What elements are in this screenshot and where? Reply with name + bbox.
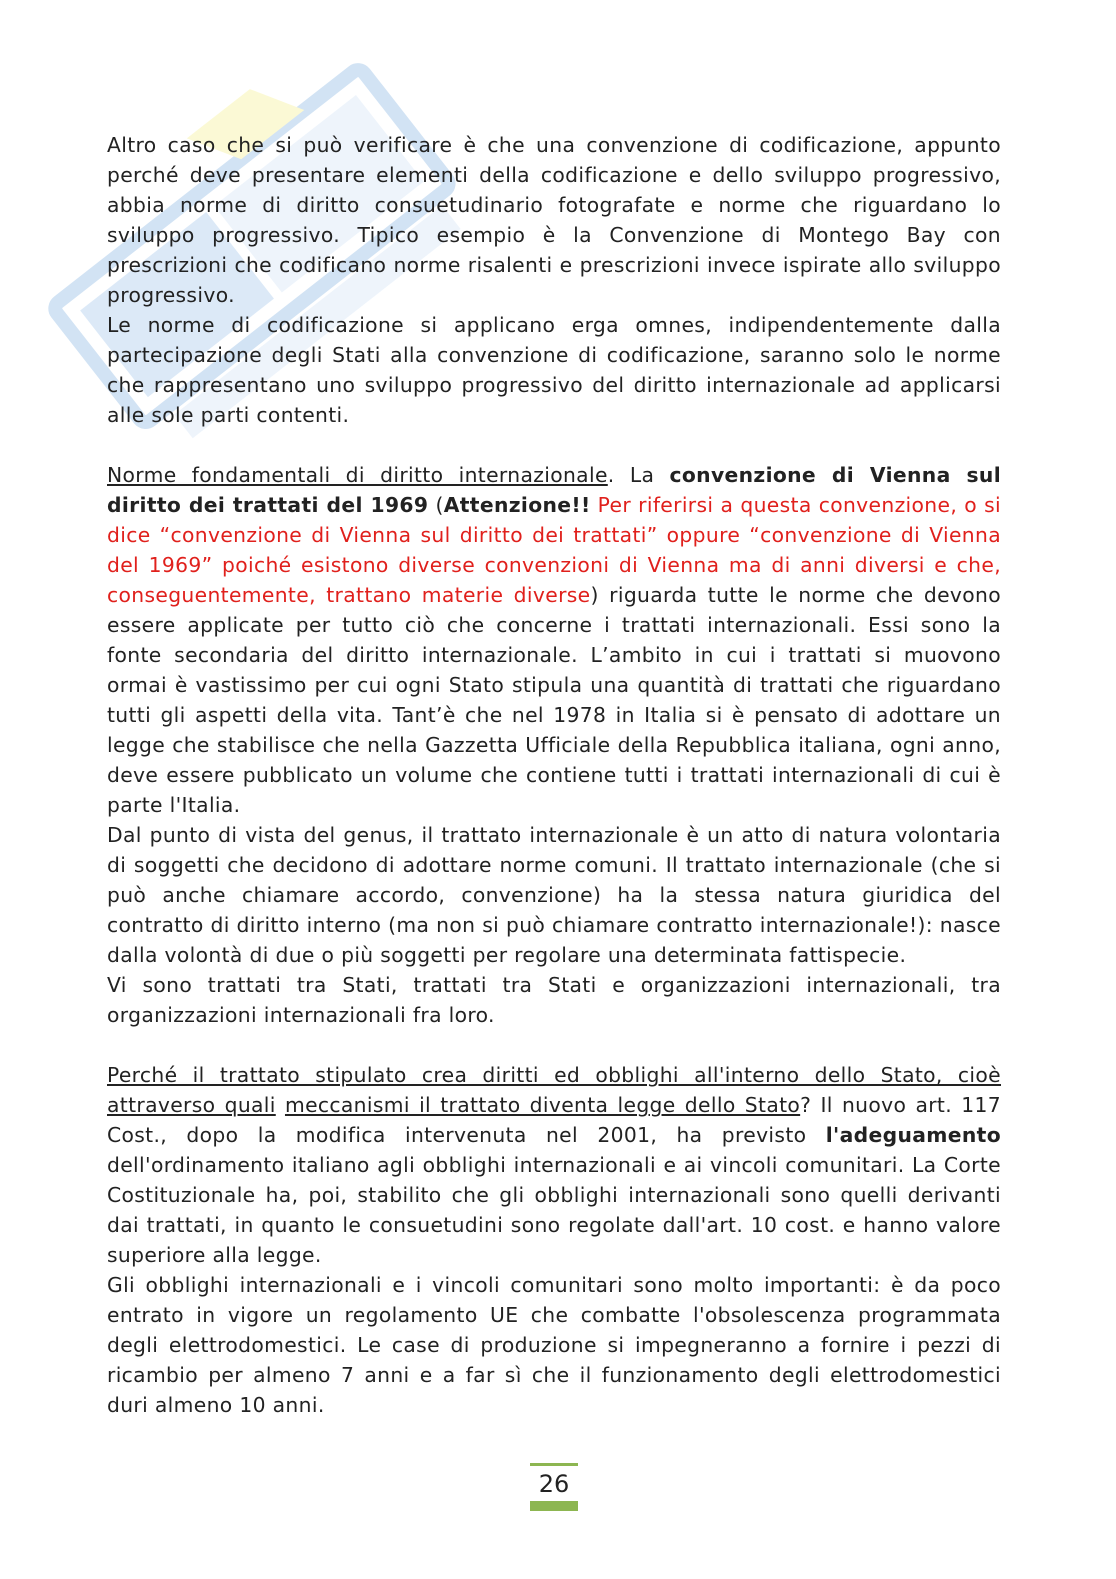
paragraph-treaty-types: Vi sono trattati tra Stati, trattati tra Stati e organizzazioni internazionali, tra organizzazioni internazionali fra loro. bbox=[107, 973, 1001, 1027]
paragraph-erga-omnes: Le norme di codificazione si applicano erga omnes, indipendentemente dalla partecipazione degli Stati alla convenzione di codificazione, saranno solo le norme che rappresentano uno sviluppo progressivo del diritto internazionale ad applicarsi alle sole parti contenti. bbox=[107, 313, 1001, 427]
page-number-bottom-bar bbox=[530, 1501, 578, 1511]
page-number: 26 bbox=[538, 1470, 570, 1498]
question-underline-2: meccanismi il trattato diventa legge dello Stato bbox=[284, 1093, 801, 1117]
spacer bbox=[107, 1030, 1001, 1060]
page-number-block bbox=[530, 1463, 578, 1511]
spacer bbox=[107, 430, 1001, 460]
paragraph-genus: Dal punto di vista del genus, il trattato internazionale è un atto di natura volontaria di soggetti che decidono di adottare norme comuni. Il trattato internazionale (che si può anche chiamare accordo, convenzione) ha la stessa natura giuridica del contratto di diritto interno (ma non si può chiamare contratto internazionale!): nasce dalla volontà di due o più soggetti per regolare una determinata fattispecie. bbox=[107, 823, 1001, 967]
paragraph-vienna-convention: Norme fondamentali di diritto internazionale. La convenzione di Vienna sul diritto dei trattati del 1969 (Attenzione!! Per riferirsi a questa convenzione, o si dice “convenzione di Vienna sul diritto dei trattati” oppure “convenzione di Vienna del 1969” poiché esistono diverse convenzioni di Vienna ma di anni diversi e che, conseguentemente, trattano materie diverse) riguarda tutte le norme che devono essere applicate per tutto ciò che concerne i trattati internazionali. Essi sono la fonte secondaria del diritto internazionale. L’ambito in cui i trattati si muovono ormai è vastissimo per cui ogni Stato stipula una quantità di trattati che riguardano tutti gli aspetti della vita. Tant’è che nel 1978 in Italia si è pensato di adottare un legge che stabilisce che nella Gazzetta Ufficiale della Repubblica italiana, ogni anno, deve essere pubblicato un volume che contiene tutti i trattati internazionali di cui è parte l'Italia. bbox=[107, 463, 1001, 817]
paragraph-obsolescence: Gli obblighi internazionali e i vincoli comunitari sono molto importanti: è da poco entrato in vigore un regolamento UE che combatte l'obsolescenza programmata degli elettrodomestici. Le case di produzione si impegneranno a fornire i pezzi di ricambio per almeno 7 anni e a far sì che il funzionamento degli elettrodomestici duri almeno 10 anni. bbox=[107, 1273, 1001, 1417]
section-heading-norme-fondamentali: Norme fondamentali di diritto internazionale bbox=[107, 463, 608, 487]
attention-label: Attenzione!! bbox=[443, 493, 591, 517]
paragraph-adeguamento: Perché il trattato stipulato crea diritti ed obblighi all'interno dello Stato, cioè attraverso quali meccanismi il trattato diventa legge dello Stato? Il nuovo art. 117 Cost., dopo la modifica intervenuta nel 2001, ha previsto l'adeguamento dell'ordinamento italiano agli obblighi internazionali e ai vincoli comunitari. La Corte Costituzionale ha, poi, stabilito che gli obblighi internazionali sono quelli derivanti dai trattati, in quanto le consuetudini sono regolate dall'art. 10 cost. e hanno valore superiore alla legge. bbox=[107, 1063, 1001, 1267]
document-body bbox=[107, 130, 1001, 1420]
red-note: Per riferirsi a questa convenzione, o si dice “convenzione di Vienna sul diritto dei trattati” oppure “convenzione di Vienna del 1969” poiché esistono diverse convenzioni di Vienna ma di anni diversi e che, conseguentemente, trattano materie diverse bbox=[107, 493, 1001, 607]
adeguamento-term: l'adeguamento bbox=[825, 1123, 1001, 1147]
paragraph-codification-case: Altro caso che si può verificare è che una convenzione di codificazione, appunto perché deve presentare elementi della codificazione e dello sviluppo progressivo, abbia norme di diritto consuetudinario fotografate e norme che riguardano lo sviluppo progressivo. Tipico esempio è la Convenzione di Montego Bay con prescrizioni che codificano norme risalenti e prescrizioni invece ispirate allo sviluppo progressivo. bbox=[107, 133, 1001, 307]
vienna-convention-title: convenzione di Vienna sul diritto dei trattati del 1969 bbox=[107, 463, 1001, 517]
question-underline-1: Perché il trattato stipulato crea diritti ed obblighi all'interno dello Stato, cioè attraverso quali bbox=[107, 1063, 1001, 1117]
page-number-top-bar bbox=[530, 1463, 578, 1466]
